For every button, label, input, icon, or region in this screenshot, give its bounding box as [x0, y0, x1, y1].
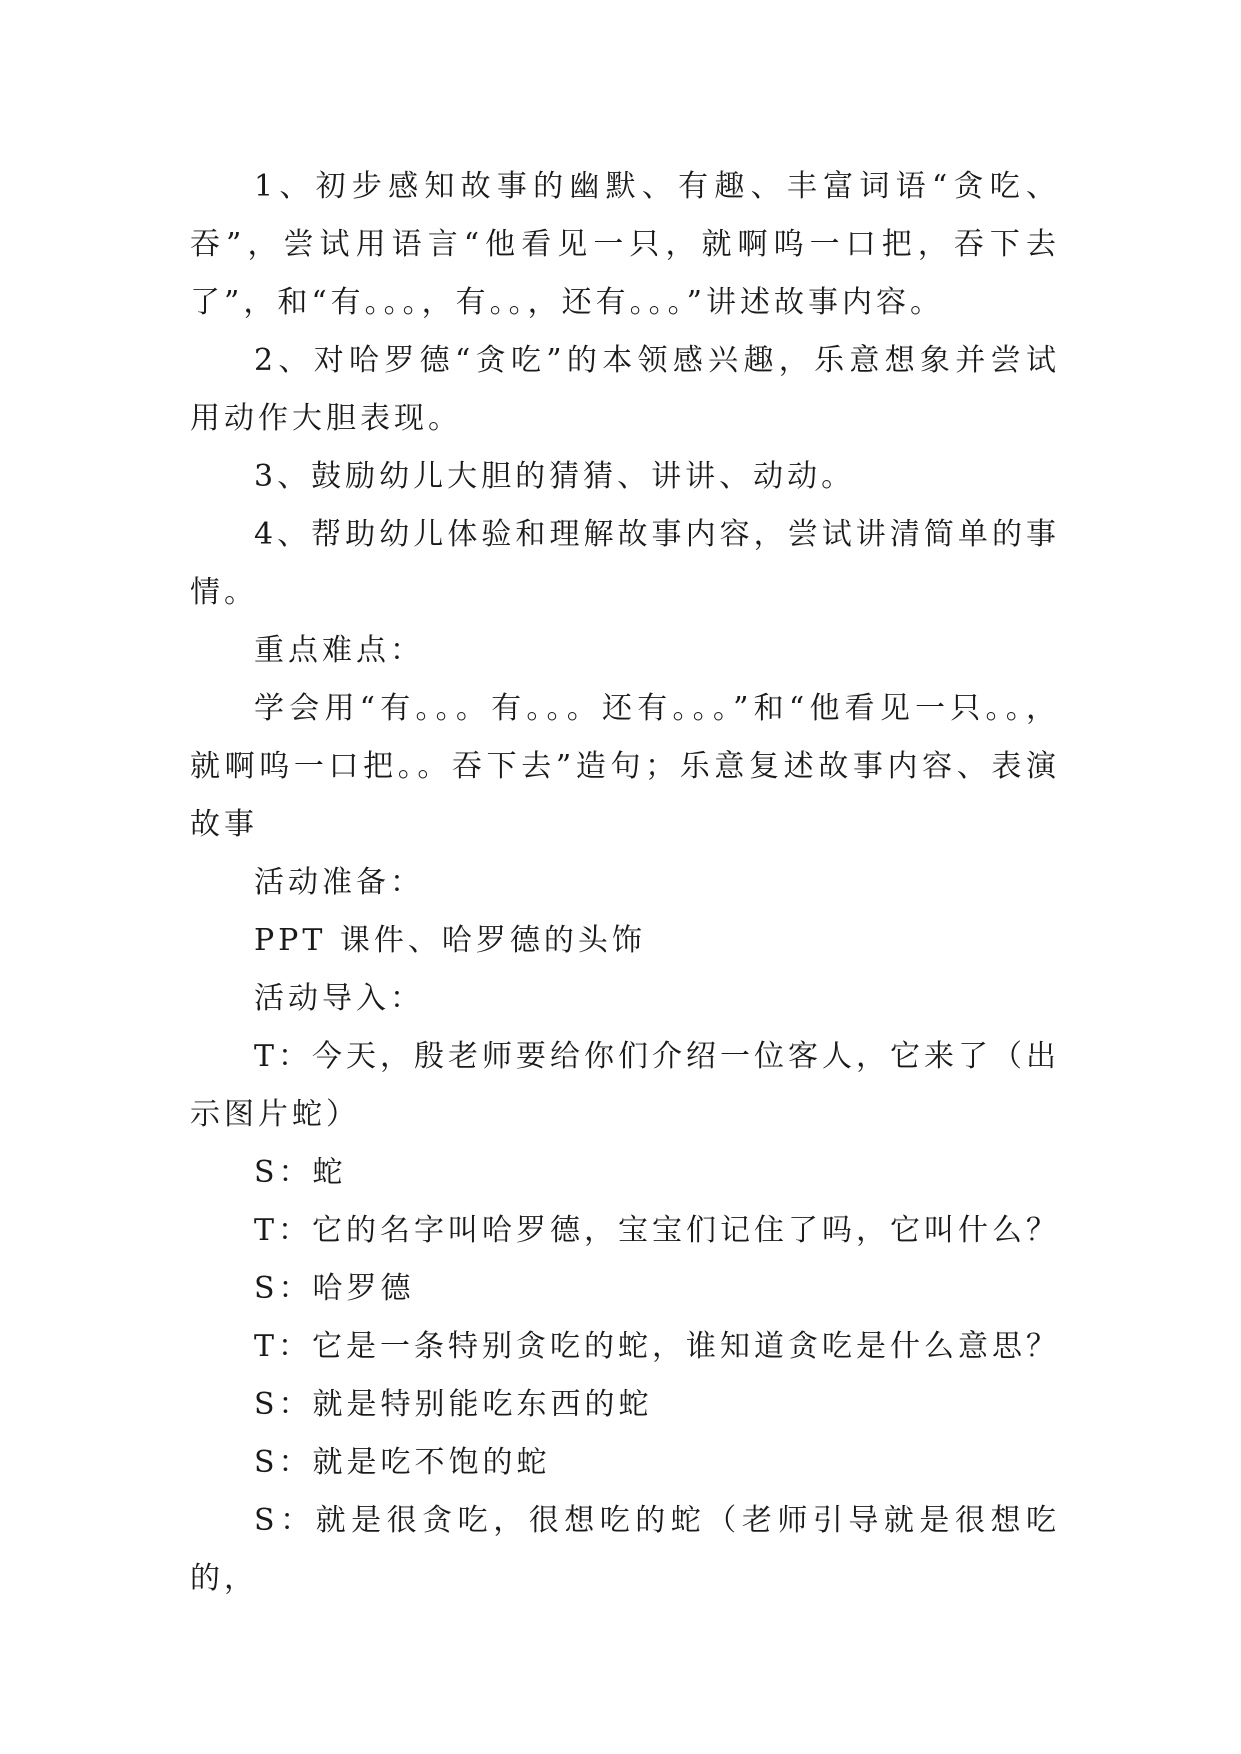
heading-key-points: 重点难点：: [254, 633, 424, 668]
paragraph-objective-2: 2、对哈罗德“贪吃”的本领感兴趣，乐意想象并尝试用动作大胆表现。: [190, 343, 1060, 436]
dialogue-line: S：就是很贪吃，很想吃的蛇（老师引导就是很想吃的，: [190, 1503, 1060, 1596]
dialogue-line: S：就是吃不饱的蛇: [254, 1445, 551, 1480]
paragraph-objective-1: 1、初步感知故事的幽默、有趣、丰富词语“贪吃、吞”，尝试用语言“他看见一只，就啊呜一口把，吞下去了”，和“有。。。，有。。，还有。。。”讲述故事内容。: [190, 169, 1060, 320]
paragraph-objective-3: 3、鼓励幼儿大胆的猜猜、讲讲、动动。: [254, 459, 856, 494]
dialogue-line: S：就是特别能吃东西的蛇: [254, 1387, 653, 1422]
document-page: [190, 158, 1060, 1608]
heading-introduction: 活动导入：: [254, 981, 424, 1016]
heading-preparation: 活动准备：: [254, 865, 424, 900]
dialogue-line: S：蛇: [254, 1155, 347, 1190]
dialogue-line: T：它是一条特别贪吃的蛇，谁知道贪吃是什么意思？: [254, 1329, 1061, 1364]
dialogue-line: T：它的名字叫哈罗德，宝宝们记住了吗，它叫什么？: [254, 1213, 1061, 1248]
dialogue-line: S：哈罗德: [254, 1271, 415, 1306]
paragraph-key-points: 学会用“有。。。有。。。还有。。。”和“他看见一只。。，就啊呜一口把。。吞下去”造句；乐意复述故事内容、表演故事: [190, 691, 1060, 842]
dialogue-line: T：今天，殷老师要给你们介绍一位客人，它来了（出示图片蛇）: [190, 1039, 1061, 1132]
paragraph-preparation: PPT 课件、哈罗德的头饰: [254, 923, 646, 958]
paragraph-objective-4: 4、帮助幼儿体验和理解故事内容，尝试讲清简单的事情。: [190, 517, 1060, 610]
